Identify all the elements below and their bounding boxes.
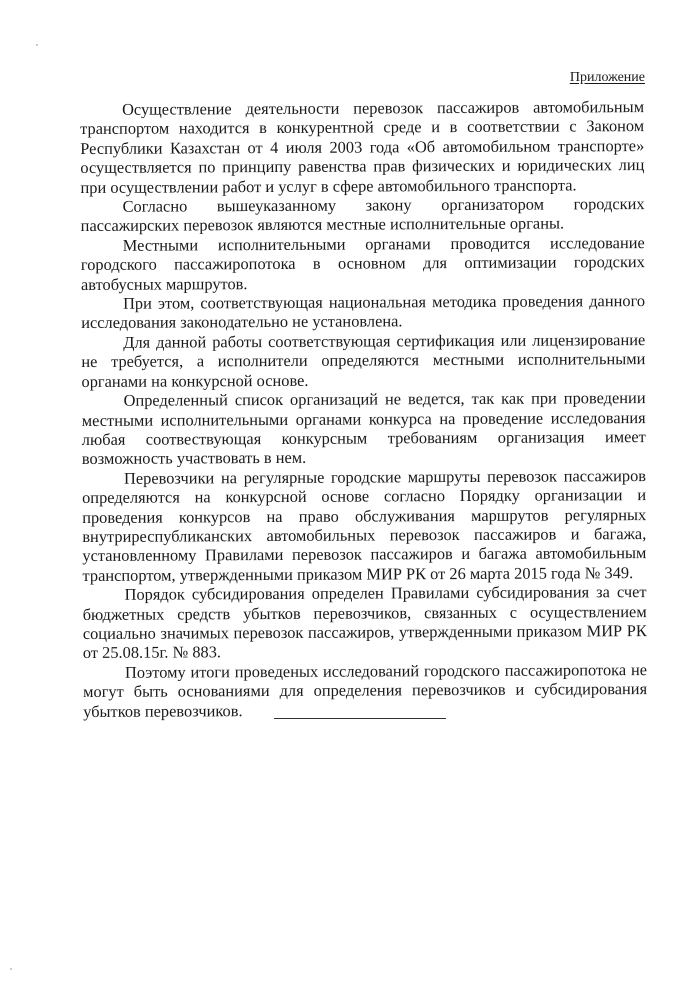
paragraph: Местными исполнительными органами проводится исследование городского пассажиропотока в основном для оптимизации городских автобусных маршрутов.	[80, 232, 645, 294]
paragraph: Согласно вышеуказанному закону организатором городских пассажирских перевозок являются местные исполнительные органы.	[80, 194, 645, 236]
end-divider-line	[274, 718, 446, 719]
paragraph: Поэтому итоги проведеных исследований городского пассажиропотока не могут быть основаниями для определения перевозчиков и субсидирования убытков перевозчиков.	[83, 659, 648, 721]
paragraph: Порядок субсидирования определен Правилами субсидирования за счет бюджетных средств убытков перевозчиков, связанных с осуществлением социально значимых перевозок пассажиров, утвержденными приказом МИР РК от 25.08.15г. № 883.	[82, 582, 647, 663]
paragraph: При этом, соответствующая национальная методика проведения данного исследования законодательно не установлена.	[81, 291, 646, 333]
paragraph: Перевозчики на регулярные городские маршруты перевозок пассажиров определяются на конкурсной основе согласно Порядку организации и проведения конкурсов на право обслуживания маршрутов регулярных внутриреспубликанских автомобильных перевозок пассажиров и багажа, установленному Правилами перевозок пассажиров и багажа автомобильным транспортом, утвержденными приказом МИР РК от 26 марта 2015 года № 349.	[82, 465, 647, 585]
scan-speck	[10, 968, 12, 970]
annex-label: Приложение	[569, 70, 645, 85]
paragraph: Для данной работы соответствующая сертификация или лицензирование не требуется, а исполнители определяются местными исполнительными органами на конкурсной основе.	[81, 329, 646, 391]
paragraph: Осуществление деятельности перевозок пассажиров автомобильным транспортом находится в конкурентной среде и в соответствии с Законом Республики Казахстан от 4 июля 2003 года «Об автомобильном транспорте» осуществляется по принципу равенства прав физических и юридических лиц при осуществлении работ и услуг в сфере автомобильного транспорта.	[80, 97, 645, 197]
document-body	[80, 97, 647, 721]
paragraph: Определенный список организаций не ведется, так как при проведении местными исполнительными органами конкурса на проведение исследования любая соотвествующая конкурсным требованиям организация имеет возможность участвовать в нем.	[81, 388, 646, 469]
scan-speck	[36, 44, 38, 46]
